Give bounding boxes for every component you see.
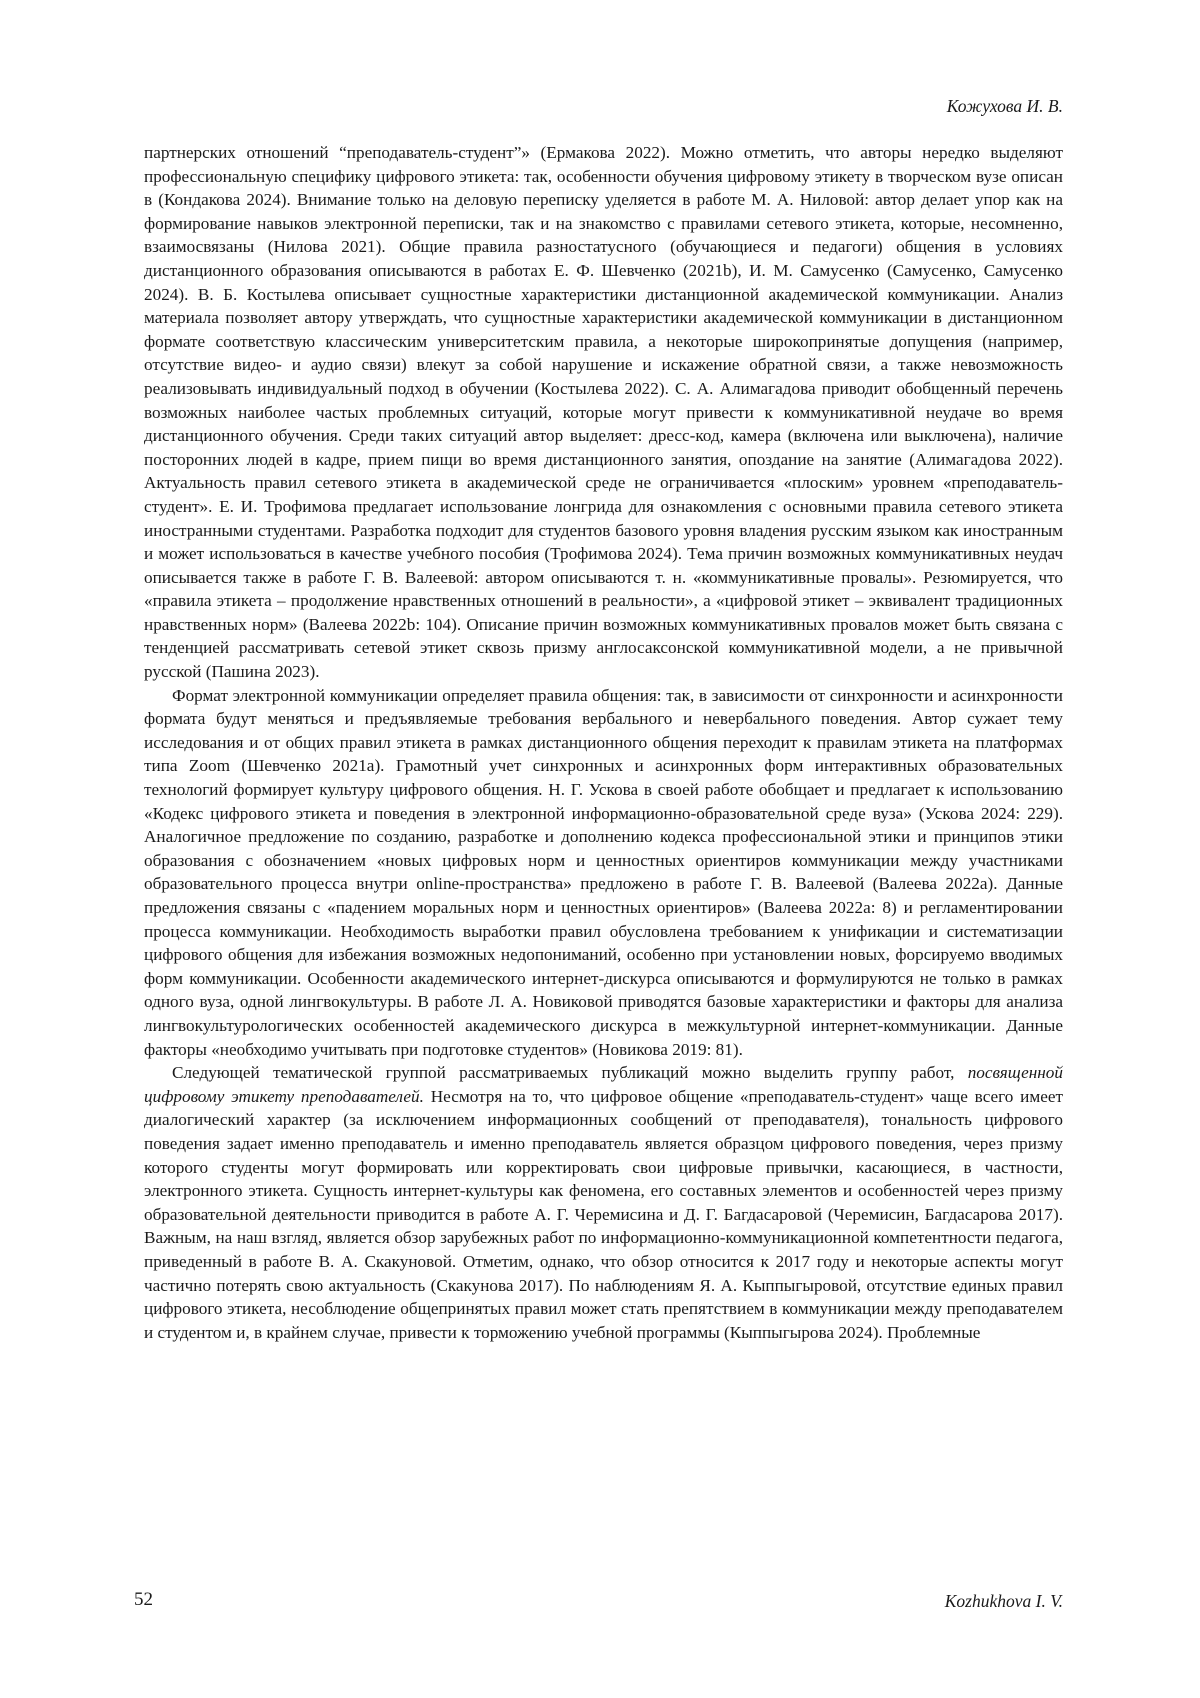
paragraph-2: Формат электронной коммуникации определяет правила общения: так, в зависимости от синхронности и асинхронности формата будут меняться и предъявляемые требования вербального и невербального поведения. Автор сужает тему исследования и от общих правил этикета в рамках дистанционного общения переходит к правилам этикета на платформах типа Zoom (Шевченко 2021a). Грамотный учет синхронных и асинхронных форм интерактивных образовательных технологий формирует культуру цифрового общения. Н. Г. Ускова в своей работе обобщает и предлагает к использованию «Кодекс цифрового этикета и поведения в электронной информационно-образовательной среде вуза» (Ускова 2024: 229). Аналогичное предложение по созданию, разработке и дополнению кодекса профессиональной этики и принципов этики образования с обозначением «новых цифровых норм и ценностных ориентиров коммуникации между участниками образовательного процесса внутри online-пространства» предложено в работе Г. В. Валеевой (Валеева 2022a). Данные предложения связаны с «падением моральных норм и ценностных ориентиров» (Валеева 2022a: 8) и регламентировании процесса коммуникации. Необходимость выработки правил обусловлена требованием к унификации и систематизации цифрового общения для избежания возможных недопониманий, особенно при установлении новых, форсируемо вводимых форм коммуникации. Особенности академического интернет-дискурса описываются и формулируются не только в рамках одного вуза, одной лингвокультуры. В работе Л. А. Новиковой приводятся базовые характеристики и факторы для анализа лингвокультурологических особенностей академического дискурса в межкультурной интернет-коммуникации. Данные факторы «необходимо учитывать при подготовке студентов» (Новикова 2019: 81).: [144, 685, 1063, 1059]
article-body: [144, 141, 1063, 1344]
page-number: 52: [134, 1589, 153, 1610]
paragraph-3-start: Следующей тематической группой рассматриваемых публикаций можно выделить группу работ,: [172, 1063, 968, 1083]
paragraph-1: партнерских отношений “преподаватель-студент”» (Ермакова 2022). Можно отметить, что авторы нередко выделяют профессиональную специфику цифрового этикета: так, особенности обучения цифровому этикету в творческом вузе описан в (Кондакова 2024). Внимание только на деловую переписку уделяется в работе М. А. Ниловой: автор делает упор как на формирование навыков электронной переписки, так и на знакомство с правилами сетевого этикета, которые, несомненно, взаимосвязаны (Нилова 2021). Общие правила разностатусного (обучающиеся и педагоги) общения в условиях дистанционного образования описываются в работах Е. Ф. Шевченко (2021b), И. М. Самусенко (Самусенко, Самусенко 2024). В. Б. Костылева описывает сущностные характеристики дистанционной академической коммуникации. Анализ материала позволяет автору утверждать, что сущностные характеристики академической коммуникации в дистанционном формате соответствую классическим университетским правила, а некоторые широкопринятые допущения (например, отсутствие видео- и аудио связи) влекут за собой нарушение и искажение обратной связи, а также невозможность реализовывать индивидуальный подход в обучении (Костылева 2022). С. А. Алимагадова приводит обобщенный перечень возможных наиболее частых проблемных ситуаций, которые могут привести к коммуникативной неудаче во время дистанционного обучения. Среди таких ситуаций автор выделяет: дресс-код, камера (включена или выключена), наличие посторонних людей в кадре, прием пищи во время дистанционного занятия, опоздание на занятие (Алимагадова 2022). Актуальность правил сетевого этикета в академической среде не ограничивается «плоским» уровнем «преподаватель-студент». Е. И. Трофимова предлагает использование лонгрида для ознакомления с основными правила сетевого этикета иностранными студентами. Разработка подходит для студентов базового уровня владения русским языком как иностранным и может использоваться в качестве учебного пособия (Трофимова 2024). Тема причин возможных коммуникативных неудач описывается также в работе Г. В. Валеевой: автором описываются т. н. «коммуникативные провалы». Резюмируется, что «правила этикета – продолжение нравственных отношений в реальности», а «цифровой этикет – эквивалент традиционных нравственных норм» (Валеева 2022b: 104). Описание причин возможных коммуникативных провалов может быть связана с тенденцией рассматривать сетевой этикет сквозь призму англосаксонской коммуникативной модели, а не привычной русской (Пашина 2023).: [144, 143, 1063, 682]
paragraph-3-italic-phrase: посвященной цифровому этикету преподавателей.: [144, 1063, 1063, 1106]
running-header-author: Кожухова И. В.: [946, 96, 1063, 116]
paragraph-3: [144, 1061, 1063, 1344]
running-footer-author: Kozhukhova I. V.: [944, 1591, 1063, 1611]
paragraph-3-rest: Несмотря на то, что цифровое общение «преподаватель-студент» чаще всего имеет диалогический характер (за исключением информационных сообщений от преподавателя), тональность цифрового поведения задает именно преподаватель и именно преподаватель является образцом цифрового поведения, через призму которого студенты могут формировать или корректировать свои цифровые привычки, касающиеся, в частности, электронного этикета. Сущность интернет-культуры как феномена, его составных элементов и особенностей через призму образовательной деятельности приводится в работе А. Г. Черемисина и Д. Г. Багдасаровой (Черемисин, Багдасарова 2017). Важным, на наш взгляд, является обзор зарубежных работ по информационно-коммуникационной компетентности педагога, приведенный в работе В. А. Скакуновой. Отметим, однако, что обзор относится к 2017 году и некоторые аспекты могут частично потерять свою актуальность (Скакунова 2017). По наблюдениям Я. А. Кыппыгыровой, отсутствие единых правил цифрового этикета, несоблюдение общепринятых правил может стать препятствием в коммуникации между преподавателем и студентом и, в крайнем случае, привести к торможению учебной программы (Кыппыгырова 2024). Проблемные: [144, 1086, 1063, 1342]
